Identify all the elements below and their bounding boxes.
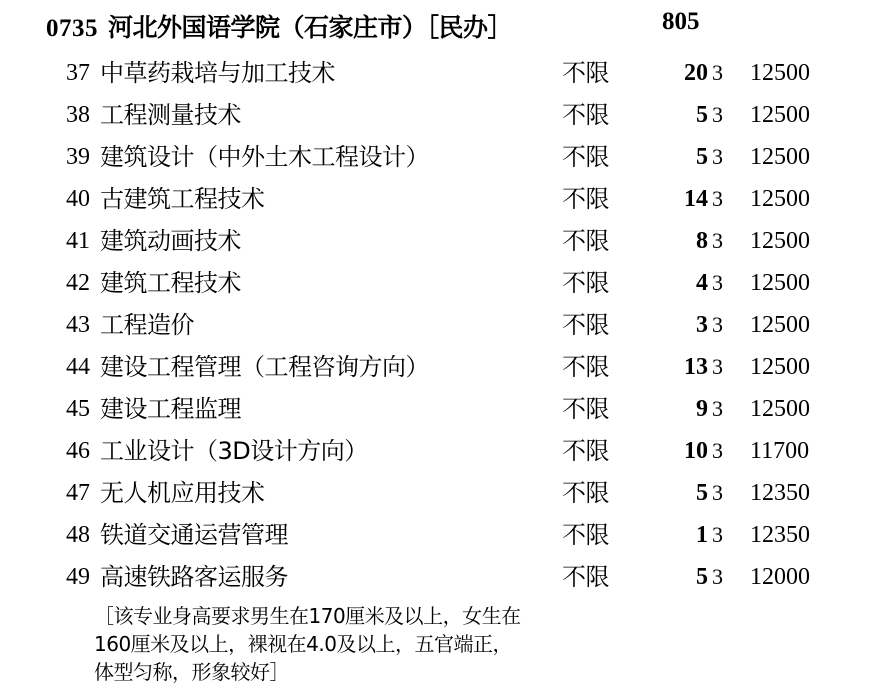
subject-requirement: 不限 [562,269,609,297]
subject-requirement: 不限 [562,59,609,87]
note-line: 160厘米及以上，裸视在4.0及以上，五官端正， [94,632,512,656]
major-code: 40 [66,186,90,212]
school-name: 河北外国语学院（石家庄市）［民办］ [108,13,513,42]
school-header [0,8,890,44]
major-list [0,52,890,598]
table-row [0,472,890,514]
tuition-fee: 12500 [750,102,810,128]
plan-count: 13 [684,354,708,380]
study-years: 3 [712,228,723,253]
major-note [0,602,890,686]
major-name: 工程造价 [100,311,194,339]
study-years: 3 [712,312,723,337]
subject-requirement: 不限 [562,227,609,255]
note-line: 体型匀称，形象较好］ [94,660,289,684]
study-years: 3 [712,102,723,127]
major-name: 建设工程监理 [100,395,241,423]
major-name: 工业设计（3D设计方向） [100,437,368,465]
subject-requirement: 不限 [562,395,609,423]
major-name: 建筑设计（中外土木工程设计） [100,143,429,171]
subject-requirement: 不限 [562,311,609,339]
plan-count: 20 [684,60,708,86]
subject-requirement: 不限 [562,521,609,549]
major-name: 古建筑工程技术 [100,185,265,213]
study-years: 3 [712,354,723,379]
major-name: 中草药栽培与加工技术 [100,59,335,87]
table-row [0,136,890,178]
tuition-fee: 12350 [750,480,810,506]
major-code: 39 [66,144,90,170]
major-name: 建筑动画技术 [100,227,241,255]
tuition-fee: 12000 [750,564,810,590]
study-years: 3 [712,480,723,505]
tuition-fee: 12350 [750,522,810,548]
subject-requirement: 不限 [562,101,609,129]
major-code: 48 [66,522,90,548]
major-code: 37 [66,60,90,86]
tuition-fee: 12500 [750,396,810,422]
major-name: 建筑工程技术 [100,269,241,297]
plan-count: 5 [696,480,708,506]
table-row [0,430,890,472]
tuition-fee: 12500 [750,228,810,254]
school-code: 0735 [46,15,98,42]
major-name: 建设工程管理（工程咨询方向） [100,353,429,381]
study-years: 3 [712,144,723,169]
subject-requirement: 不限 [562,563,609,591]
table-row [0,514,890,556]
plan-count: 8 [696,228,708,254]
study-years: 3 [712,438,723,463]
table-row [0,262,890,304]
table-row [0,52,890,94]
study-years: 3 [712,270,723,295]
study-years: 3 [712,396,723,421]
tuition-fee: 12500 [750,144,810,170]
table-row [0,220,890,262]
table-row [0,346,890,388]
major-code: 49 [66,564,90,590]
major-code: 42 [66,270,90,296]
subject-requirement: 不限 [562,437,609,465]
major-name: 工程测量技术 [100,101,241,129]
major-code: 45 [66,396,90,422]
tuition-fee: 12500 [750,312,810,338]
plan-count: 3 [696,312,708,338]
study-years: 3 [712,60,723,85]
subject-requirement: 不限 [562,353,609,381]
plan-count: 5 [696,144,708,170]
table-row [0,94,890,136]
table-row [0,178,890,220]
plan-count: 1 [696,522,708,548]
plan-count: 4 [696,270,708,296]
major-code: 38 [66,102,90,128]
major-name: 无人机应用技术 [100,479,265,507]
tuition-fee: 12500 [750,270,810,296]
major-code: 43 [66,312,90,338]
plan-count: 5 [696,564,708,590]
plan-count: 5 [696,102,708,128]
major-code: 44 [66,354,90,380]
tuition-fee: 12500 [750,186,810,212]
plan-count: 9 [696,396,708,422]
table-row [0,304,890,346]
major-code: 41 [66,228,90,254]
study-years: 3 [712,522,723,547]
major-name: 铁道交通运营管理 [100,521,288,549]
subject-requirement: 不限 [562,185,609,213]
tuition-fee: 12500 [750,60,810,86]
plan-count: 10 [684,438,708,464]
tuition-fee: 11700 [750,438,810,464]
major-code: 46 [66,438,90,464]
subject-requirement: 不限 [562,479,609,507]
table-row [0,556,890,598]
plan-count: 14 [684,186,708,212]
tuition-fee: 12500 [750,354,810,380]
table-row [0,388,890,430]
study-years: 3 [712,564,723,589]
major-code: 47 [66,480,90,506]
study-years: 3 [712,186,723,211]
subject-requirement: 不限 [562,143,609,171]
school-total-plan: 805 [662,8,700,35]
major-name: 高速铁路客运服务 [100,563,288,591]
note-line: ［该专业身高要求男生在170厘米及以上，女生在 [94,604,521,628]
